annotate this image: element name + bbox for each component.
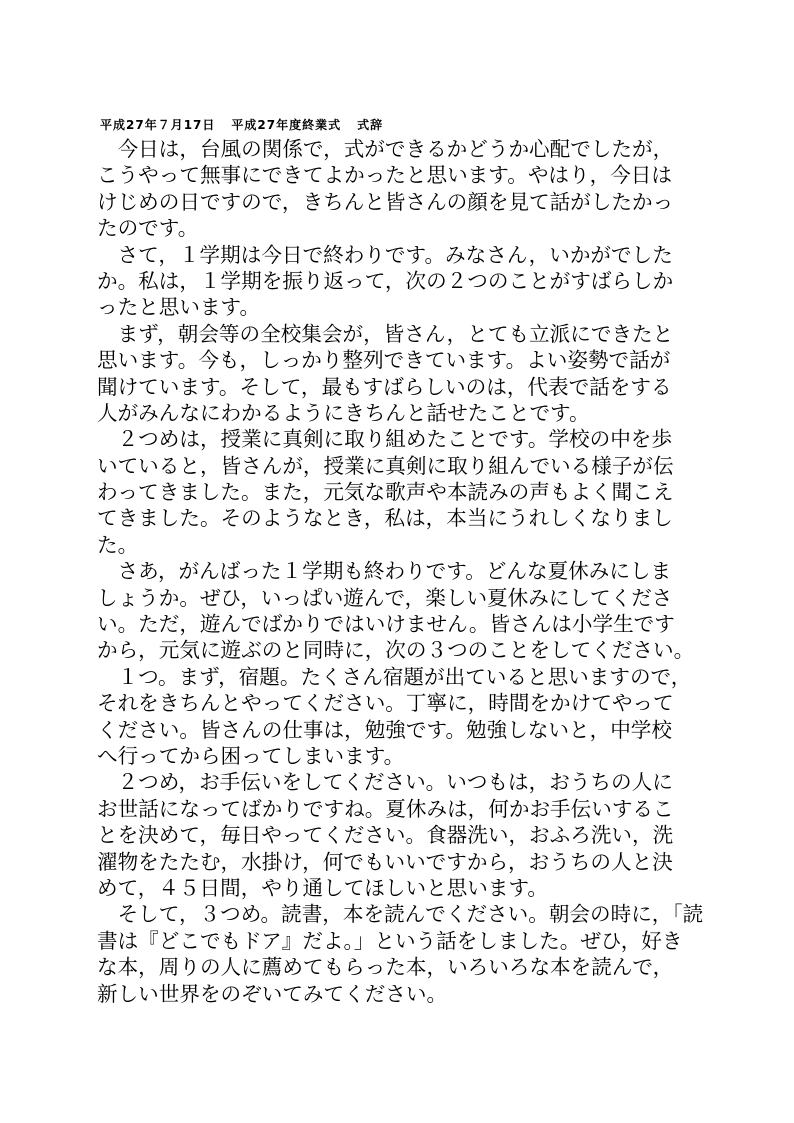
text-line: 思います。今も，しっかり整列できています。よい姿勢で話が [97,348,671,373]
text-line: た。 [97,532,139,557]
text-line: わってきました。また，元気な歌声や本読みの声もよく聞こえ [97,480,674,505]
text-line: いていると，皆さんが，授業に真剣に取り組んでいる様子が伝 [97,453,674,478]
document-heading [100,118,383,132]
heading-label: 式辞 [357,118,384,132]
text-line: 聞けています。そして，最もすばらしいのは，代表で話をする [97,374,672,399]
heading-ceremony: 平成27年度終業式 [231,118,342,132]
text-line: な本，周りの人に薦めてもらった本，いろいろな本を読んで， [97,955,674,980]
text-line: ２つめ，お手伝いをしてください。いつもは，おうちの人に [97,770,673,795]
text-line: たのです。 [97,216,199,241]
text-line: ２つめは，授業に真剣に取り組めたことです。学校の中を歩 [97,427,672,452]
text-line: 新しい世界をのぞいてみてください。 [97,981,448,1006]
text-line: めて，４５日間，やり通してほしいと思います。 [97,875,549,900]
text-line: まず，朝会等の全校集会が，皆さん，とても立派にできたと [97,321,674,346]
text-line: ください。皆さんの仕事は，勉強です。勉強しないと，中学校 [97,717,672,742]
text-line: さあ，がんばった１学期も終わりです。どんな夏休みにしま [97,559,672,584]
text-line: へ行ってから困ってしまいます。 [97,743,405,768]
text-line: しょうか。ぜひ，いっぱい遊んで，楽しい夏休みにしてくださ [97,585,673,610]
text-line: い。ただ，遊んでばかりではいけません。皆さんは小学生です [97,612,675,637]
text-line: こうやって無事にできてよかったと思います。やはり，今日は [97,163,672,188]
text-line: けじめの日ですので，きちんと皆さんの顔を見て話がしたかっ [97,189,674,214]
text-line: ったと思います。 [97,295,261,320]
text-line: か。私は，１学期を振り返って，次の２つのことがすばらしか [97,268,674,293]
text-line: 人がみんなにわかるようにきちんと話せたことです。 [97,400,590,425]
heading-date: 平成27年７月17日 [100,118,216,132]
speech-body [97,136,727,1007]
text-line: １つ。まず，宿題。たくさん宿題が出ていると思いますので， [97,664,692,689]
text-line: てきました。そのようなとき，私は，本当にうれしくなりまし [97,506,673,531]
text-line: 濯物をたたむ，水掛け，何でもいいですから，おうちの人と決 [97,849,673,874]
text-line: から，元気に遊ぶのと同時に，次の３つのことをしてください。 [97,638,695,663]
text-line: 書は『どこでもドア』だよ。」という話をしました。ぜひ，好き [97,928,683,953]
text-line: それをきちんとやってください。丁寧に，時間をかけてやって [97,691,674,716]
text-line: とを決めて，毎日やってください。食器洗い，おふろ洗い，洗 [97,823,674,848]
text-line: そして，３つめ。読書，本を読んでください。朝会の時に，「読 [97,902,704,927]
text-line: お世話になってばかりですね。夏休みは，何かお手伝いするこ [97,796,674,821]
text-line: 今日は，台風の関係で，式ができるかどうか心配でしたが， [97,137,674,161]
text-line: さて，１学期は今日で終わりです。みなさん，いかがでした [97,242,673,267]
